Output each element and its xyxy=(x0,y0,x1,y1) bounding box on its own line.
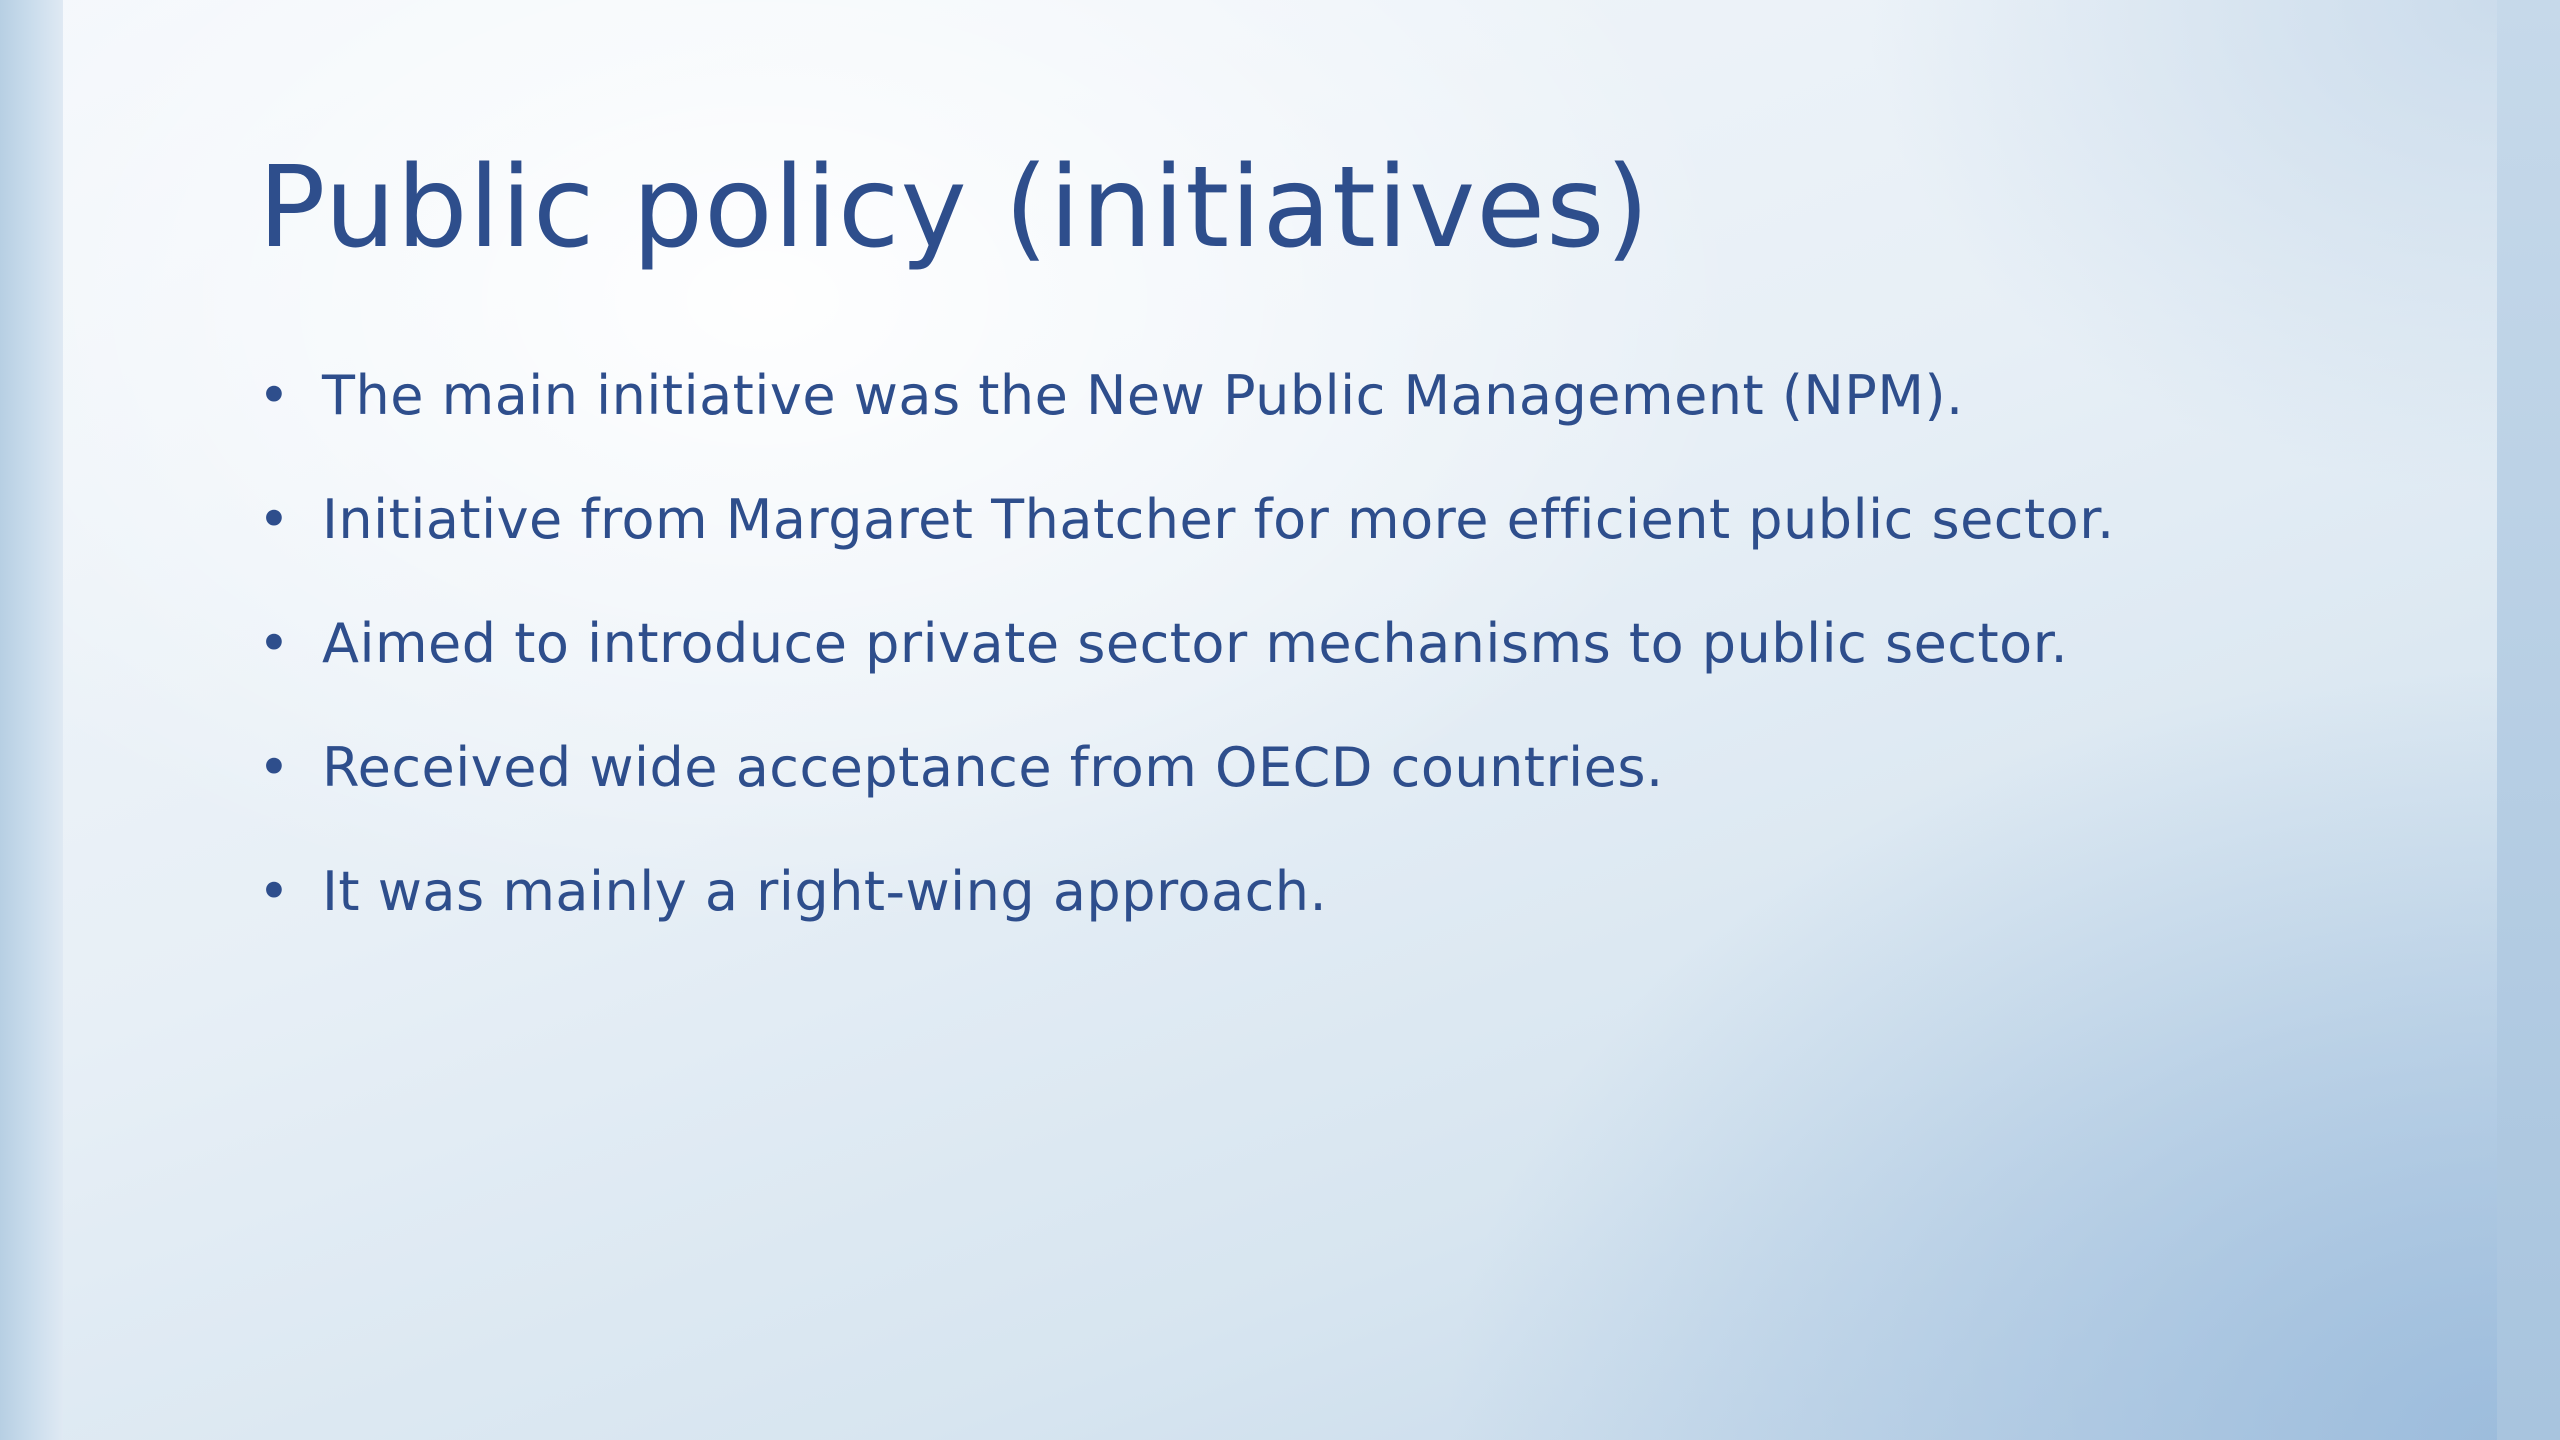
bullet-text: Received wide acceptance from OECD countries. xyxy=(322,736,1664,799)
bullet-item xyxy=(258,487,2458,611)
bullet-icon: • xyxy=(258,612,290,675)
bullet-text: Aimed to introduce private sector mechanisms to public sector. xyxy=(322,612,2069,675)
bullet-text: The main initiative was the New Public Management (NPM). xyxy=(322,364,1964,427)
bullet-icon: • xyxy=(258,736,290,799)
bullet-item xyxy=(258,859,2458,983)
bullet-icon: • xyxy=(258,364,290,427)
bullet-item xyxy=(258,611,2458,735)
slide-canvas xyxy=(63,0,2497,1440)
bullet-icon: • xyxy=(258,488,290,551)
bullet-text: It was mainly a right-wing approach. xyxy=(322,860,1328,923)
bullet-list xyxy=(258,363,2458,983)
viewport-right-margin xyxy=(2497,0,2560,1440)
bullet-item xyxy=(258,363,2458,487)
slide-title: Public policy (initiatives) xyxy=(258,143,1651,273)
bullet-icon: • xyxy=(258,860,290,923)
bullet-item xyxy=(258,735,2458,859)
bullet-text: Initiative from Margaret Thatcher for more efficient public sector. xyxy=(322,488,2115,551)
